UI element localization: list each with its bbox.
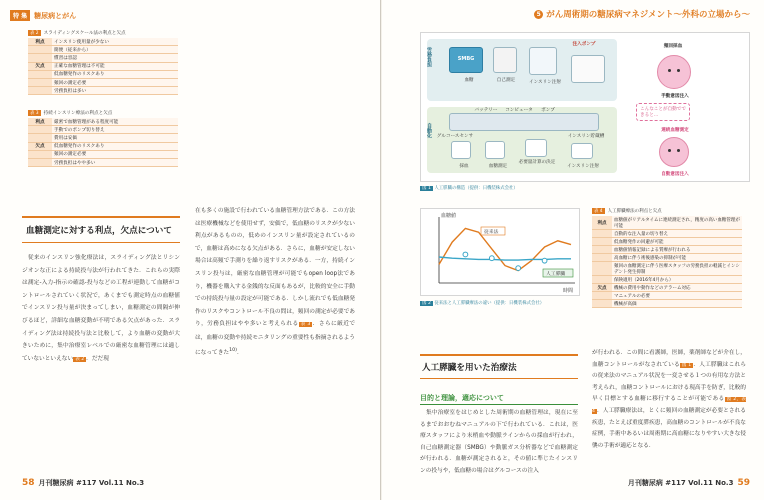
paragraph-text: 在も多くの施設で行われている血糖管理方法である．この方法は医療機械などを使用せず，安価で，低血糖のリスクが少ない利点があるものの，低めのインスリン量が設定されているので，血糖は高めになる欠点がある．さらに，血糖が安定しない場合は高頻で手測りを繰り返すリスクがある．一方，持続インスリン投与は，厳密な血糖管理が可能でもopen loop法であり，機器を購入する金銭的な反面もあるが，比較的安全に手動での持続投与量の設定が可能である．しかし流れでも低血糖発作のリスクやコントロール不良の問は，頻回の測定が必要であり，労務負担はやや多いと考えられる	[195, 208, 355, 328]
storage-label: インスリン貯蔵槽	[567, 134, 605, 139]
header-right	[534, 8, 750, 20]
table-badge: 表 4	[594, 209, 603, 214]
meter-icon	[485, 141, 505, 159]
blood-draw-label: 採血	[459, 164, 469, 169]
table-row	[28, 78, 178, 86]
row-key	[592, 262, 612, 276]
dose-decide-label: 必要量計算の決定	[518, 160, 556, 165]
ref-badge: 図 1	[681, 362, 692, 368]
pancreas-device-icon	[449, 113, 599, 131]
row-key: 利点	[28, 38, 52, 46]
row-key: 欠点	[592, 284, 612, 292]
data-point	[516, 266, 521, 271]
table-body	[28, 38, 178, 95]
section-title: 血糖測定に対する利点，欠点について	[26, 226, 172, 236]
figure-glucose-chart	[420, 208, 580, 296]
ref-badge: 表 3	[300, 322, 311, 328]
body-column-2	[592, 348, 746, 452]
sensor-label: グルコースセンサ	[436, 134, 474, 139]
pump-icon	[571, 55, 605, 83]
row-value: 頻回の血糖測定に伴う医療スタッフの労務負担の軽減とインシデント発生抑制	[612, 262, 742, 276]
row-value: 血糖値情報記録による質療が行われる	[612, 246, 742, 254]
paragraph-text: が行われる．この間に看護師，医師，薬剤師などが介在し，血糖コントロールがなされている	[592, 350, 746, 368]
table-row	[592, 284, 742, 292]
paragraph-text: 集中治療室をはじめとした周術期の血糖管理は，現在に至るまでおおむねマニュアルの下で行われている．これは，医療スタッフにより末梢血や動脈ラインからの採血が行われ，自己血糖測定器（SMBG）や動脈ガス分析器などで血糖測定が行われる．血糖が測定されると，その値に準じたインスリンの投与や，低血糖の場合はグルコースの注入	[420, 410, 578, 474]
battery-label: バッテリー	[474, 108, 498, 113]
row-value: 簡便（従来から）	[52, 46, 178, 54]
row-value: 自動的な注入量の切り替え	[612, 230, 742, 238]
section-heading	[420, 354, 578, 379]
table-row	[592, 238, 742, 246]
table-caption: 人工膵臓療法の利点と欠点	[607, 209, 662, 214]
data-point	[463, 252, 468, 257]
patient-face-icon	[657, 55, 691, 89]
y-axis-label: 血糖値	[441, 213, 457, 219]
paragraph-tail: ．さらに厳近では，血糖の変動や持続モニタリングの重要性も指摘されるようになってきた	[195, 321, 356, 356]
row-key	[592, 292, 612, 300]
footer	[628, 478, 750, 488]
figure1-caption: 図 1 人工膵臓の構造（提供：日機装株式会社）	[422, 186, 518, 191]
row-key	[592, 246, 612, 254]
body-column-1	[420, 408, 578, 477]
table-body	[28, 118, 178, 167]
row-value: 手動でのポンプ切り替え	[52, 126, 178, 134]
row-key: 欠点	[28, 142, 52, 150]
right-page	[382, 0, 764, 500]
ref-badge: 表 2	[75, 356, 85, 362]
footer	[22, 478, 144, 488]
row-key	[28, 158, 52, 166]
table-row	[592, 246, 742, 254]
body-column-2: 在も多くの施設で行われている血糖管理方法である．この方法は医療機械などを使用せず，安価で，低血糖のリスクが少ない利点があるものの，低めのインスリン量が設定されているので，血糖は高めになる欠点がある．さらに，血糖が安定しない場合は高頻で手測りを繰り返すリスクがある．一方，持続インスリン投与は，厳密な血糖管理が可能でもopen loop法であり，機器を購入する金銭的な反面もあるが，比較的安全に手動での持続投与量の設定が可能である．しかし流れでも低血糖発作のリスクやコントロール不良の問は，頻回の測定が必要であり，労務負担はやや多いと考えられる 表 3 ．さらに厳近では，血糖の変動や持続モニタリングの重要性も指摘されるようになってきた$^{10)}$．	[195, 208, 356, 356]
row-key	[28, 134, 52, 142]
continuous-label: 連続血糖測定	[661, 128, 689, 133]
table-badge: 表 3	[30, 111, 39, 116]
table-row	[592, 230, 742, 238]
table-row	[28, 38, 178, 46]
self-measure-label: 自己測定	[496, 78, 516, 83]
body-column-1	[22, 252, 180, 366]
page-number: 59	[737, 478, 750, 488]
label-workload: 労務負担	[426, 47, 432, 67]
hand-icon	[493, 47, 517, 73]
table-body	[592, 216, 742, 308]
row-key	[592, 230, 612, 238]
table-caption: スライディングスケール法の利点と欠点	[43, 31, 126, 36]
bg-measure-label: 血糖測定	[488, 164, 508, 169]
auto-inject-label: 自動意図注入	[661, 172, 689, 177]
row-value: 血糖値がリアルタイムに連続測定され，精度の高い血糖管理が可能	[612, 216, 742, 230]
row-value: 労務負担は多い	[52, 87, 178, 95]
chapter-number: 5	[534, 10, 543, 19]
row-value: 頻回の測定必要	[52, 150, 178, 158]
pump-part-label: ポンプ	[541, 108, 555, 113]
row-key	[28, 54, 52, 62]
left-page	[0, 0, 381, 500]
row-key	[28, 87, 52, 95]
row-value: 高血糖に伴う術後感染の抑制が可能	[612, 254, 742, 262]
table-row	[28, 118, 178, 126]
table-row	[592, 216, 742, 230]
row-value: 保険適用（2016年4月から）	[612, 276, 742, 284]
row-key: 利点	[28, 118, 52, 126]
row-value: マニュアルの必要	[612, 292, 742, 300]
table-row	[28, 62, 178, 70]
table-badge: 表 2	[30, 31, 39, 36]
insulin-note-label: インスリン注射	[566, 164, 600, 169]
series-line-pancreas	[439, 257, 571, 260]
smbg-device-icon: SMBG	[449, 47, 483, 73]
table-row	[592, 292, 742, 300]
table-sliding-scale	[28, 30, 178, 95]
table-row	[28, 70, 178, 78]
row-key	[28, 150, 52, 158]
pump-label: 注入ポンプ	[572, 42, 596, 47]
syringe-small-icon	[571, 143, 593, 159]
row-value: 低血糖発作のリスクあり	[52, 70, 178, 78]
journal-name: 月刊糖尿病 #117 Vol.11 No.3	[38, 479, 145, 487]
page-number: 58	[22, 478, 35, 488]
table-row	[28, 46, 178, 54]
table-row	[28, 87, 178, 95]
data-point	[489, 256, 494, 261]
tube-icon	[451, 141, 471, 159]
table-row	[28, 54, 178, 62]
legend-pancreas: 人工膵臓	[546, 272, 566, 277]
label-automation: 自動化	[426, 123, 432, 138]
row-value: 機械が高価	[612, 300, 742, 308]
paragraph-text: 従来のインスリン強化療法は，スライディング法とリシンジオンな正による持続投与法が行われてきた．これらの実際は測定-入力-指示の確認-投与などの工程が連動して血糖がコントロールされていく状況で，あくまでも測定時点の血糖値でインスリン投与量が決まってしまい，血糖測定の間隔が伸びるほど，詳細な血糖変動が不明である欠点があった．スライディング法は持続投与法と比較して，より血糖の変動が大きいために，集中治療室レベルでの厳密な血糖管理には適していないといえない	[22, 255, 180, 362]
figure2-caption: 図 2 従来法と人工膵臓療法の違い（提供：日機装株式会社）	[422, 301, 545, 306]
row-key	[592, 276, 612, 284]
feature-badge: 特 集	[10, 10, 30, 21]
header-left	[10, 10, 76, 21]
section-heading	[22, 216, 180, 243]
row-key: 欠点	[28, 62, 52, 70]
speech-bubble: こんなことが自動でできると…	[636, 103, 690, 121]
row-key	[28, 46, 52, 54]
subsection-title: 目的と理論，適応について	[420, 394, 504, 402]
manual-inject-label: 手動意図注入	[661, 94, 689, 99]
paragraph-tail: ．だだ現	[86, 355, 109, 362]
table-row	[592, 300, 742, 308]
paragraph-tail: ．人工膵臓療法は，とくに頻回の血糖測定が必要とされる疾患，たとえば重度膵疾患，高血糖のコントロールが不良な症例，手術中あるいは周術期に高血糖になりやすい大きな侵襲の手術が適応となる．	[592, 407, 746, 449]
section-title: 人工膵臓を用いた治療法	[422, 363, 517, 373]
insulin-inject-label: インスリン注射	[528, 80, 562, 85]
figure-artificial-pancreas	[420, 32, 750, 182]
table-row	[28, 150, 178, 158]
journal-name: 月刊糖尿病 #117 Vol.11 No.3	[627, 479, 734, 487]
paragraph-mid: ．人工膵臓はこれらの従来法のマニュアル状況を一変させる１つの有用な方法と考えられ，血糖コントロールにおける現高手を防ぎ，比較的早く目標とする血糖に移行することが可能である	[592, 361, 747, 403]
table-continuous-insulin	[28, 110, 178, 167]
syringe-icon	[529, 47, 557, 75]
glucose-line-chart	[421, 209, 581, 297]
feature-title: 糖尿病とがん	[34, 11, 77, 20]
row-key	[28, 126, 52, 134]
x-axis-label: 時間	[563, 288, 574, 294]
row-value: 労務負担はやや多い	[52, 158, 178, 166]
table-row	[28, 126, 178, 134]
table-row	[28, 142, 178, 150]
data-point	[542, 258, 547, 263]
patient-face-icon	[659, 137, 689, 167]
citation: 10)	[229, 347, 238, 353]
row-key	[28, 70, 52, 78]
row-value: 低血糖発作の回避が可能	[612, 238, 742, 246]
row-key	[592, 238, 612, 246]
table-row	[28, 158, 178, 166]
row-key: 利点	[592, 216, 612, 230]
table-row	[28, 134, 178, 142]
table-pancreas	[592, 208, 742, 308]
row-value: 低血糖発作のリスクあり	[52, 142, 178, 150]
row-value: 機械の費用や動作などのアラーム対応	[612, 284, 742, 292]
row-value: 厳密で血糖管理がある程度可能	[52, 118, 178, 126]
table-row	[592, 262, 742, 276]
table-row	[592, 276, 742, 284]
smbg-label: 血糖	[464, 78, 474, 83]
row-value: 慣習は容認	[52, 54, 178, 62]
table-row	[592, 254, 742, 262]
calc-icon	[525, 139, 547, 157]
row-value: 正確な血糖管理は不可能	[52, 62, 178, 70]
ref-badge: 図 2，表 4	[592, 397, 747, 414]
chapter-title: がん周術期の糖尿病マネジメント～外科の立場から～	[546, 10, 750, 20]
table-caption: 持続インスリン療法の利点と欠点	[43, 111, 113, 116]
row-value: 費用は安価	[52, 134, 178, 142]
row-value: 頻回の測定必要	[52, 78, 178, 86]
row-key	[592, 254, 612, 262]
row-value: インスリン使用量が少ない	[52, 38, 178, 46]
frequent-label: 頻回採血	[663, 44, 683, 49]
legend-conventional: 従来法	[484, 230, 499, 235]
row-key	[28, 78, 52, 86]
row-key	[592, 300, 612, 308]
computer-label: コンピュータ	[505, 108, 533, 113]
